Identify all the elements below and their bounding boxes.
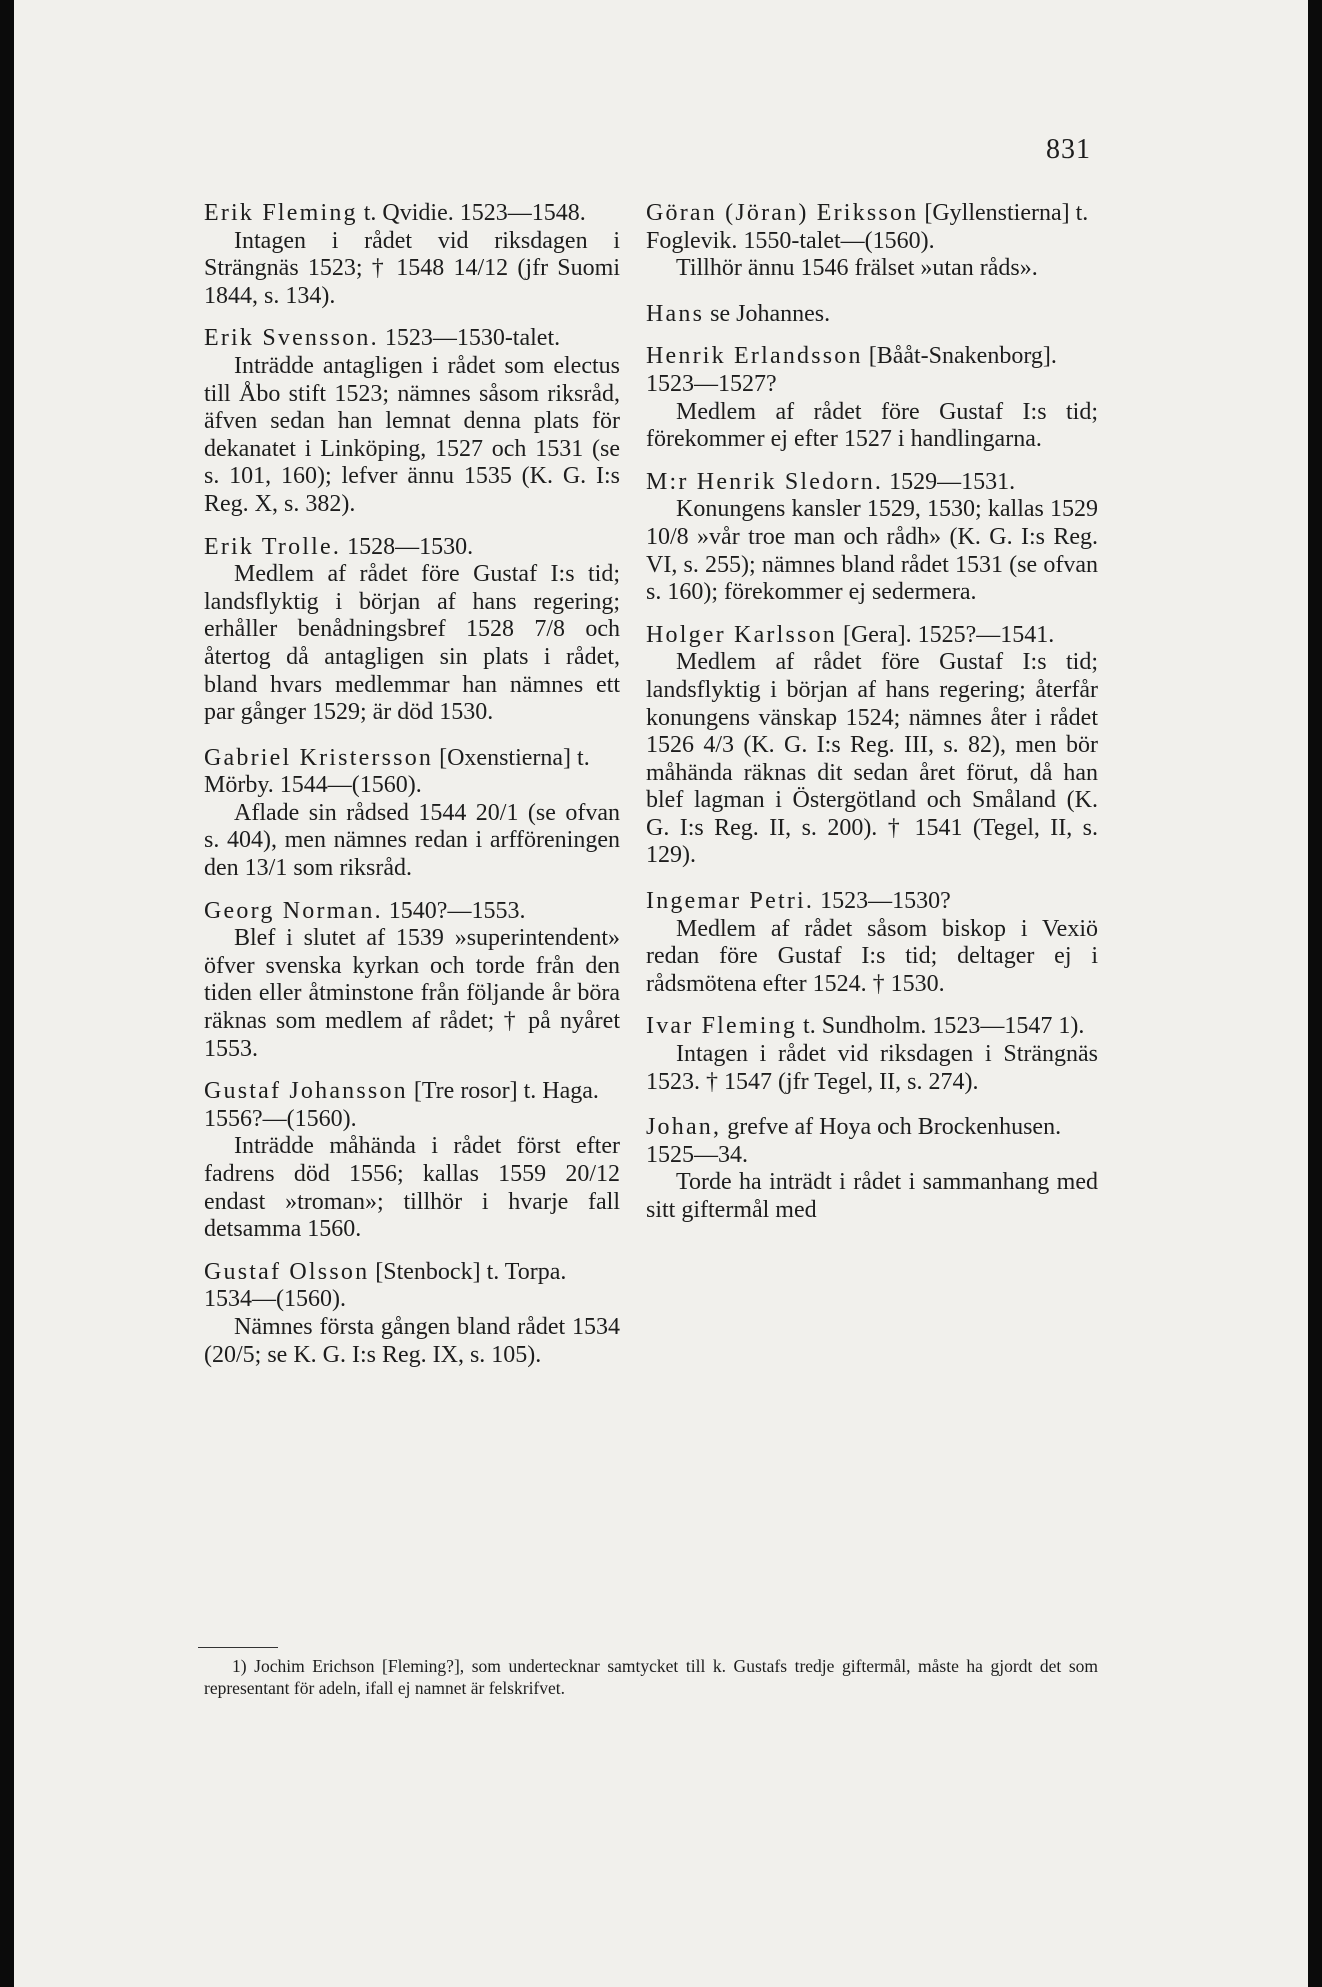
- entry-body: Tillhör ännu 1546 frälset »utan råds».: [676, 255, 1038, 282]
- entry: [646, 1013, 1098, 1096]
- entry-heading-rest: t. Sundholm. 1523—1547 1).: [797, 1013, 1085, 1040]
- right-column: [646, 200, 1098, 1240]
- entry-name: Ivar Fleming: [646, 1013, 798, 1040]
- entry-body: Aflade sin rådsed 1544 20/1 (se ofvan s. 404), men nämnes redan i arfföreningen den 13/1 som riksråd.: [204, 799, 620, 882]
- entry-body: Konungens kansler 1529, 1530; kallas 1529 10/8 »vår troe man och rådh» (K. G. I:s Reg. VI, s. 255); nämnes bland rådet 1531 (se ofvan s. 160); förekommer ej sedermera.: [646, 496, 1098, 606]
- entry-body: Medlem af rådet före Gustaf I:s tid; landsflyktig i början af hans regering; erhåller benådningsbref 1528 7/8 och återtog då antagligen sin plats i rådet, bland hvars medlemmar han nämnes ett par gånger 1529; är död 1530.: [204, 561, 620, 726]
- entry-body: Blef i slutet af 1539 »superintendent» öfver svenska kyrkan och torde från den tiden eller åtminstone från följande år böra räknas som medlem af rådet; † på nyåret 1553.: [204, 925, 620, 1062]
- entry: [204, 200, 620, 310]
- entry-name: Erik Fleming: [204, 200, 358, 226]
- entry-heading-rest: [Tre rosor] t. Haga. 1556?—(1560).: [204, 1078, 599, 1132]
- entry-heading-rest: [Gyllenstierna] t. Foglevik. 1550-talet—(1560).: [646, 200, 1089, 254]
- entry-name: Göran (Jöran) Eriksson: [646, 200, 919, 226]
- entry-heading-rest: [Gera]. 1525?—1541.: [836, 621, 1055, 648]
- entry-name: Erik Svensson.: [204, 325, 379, 352]
- entry-body: Torde ha inträdt i rådet i sammanhang med sitt giftermål med: [646, 1169, 1098, 1223]
- entry-body: Inträdde måhända i rådet först efter fadrens död 1556; kallas 1559 20/12 endast »troman»; tillhör i hvarje fall detsamma 1560.: [204, 1133, 620, 1243]
- entry-name: Erik Trolle.: [204, 533, 342, 560]
- entry: [204, 745, 620, 883]
- entry: [646, 622, 1098, 870]
- entry-name: Georg Norman.: [204, 897, 383, 924]
- book-page: [14, 0, 1308, 1987]
- entry: [204, 1078, 620, 1244]
- entry-name: Gustaf Johansson: [204, 1078, 408, 1105]
- entry: [204, 1259, 620, 1369]
- entry-heading-rest: 1529—1531.: [883, 468, 1016, 495]
- entry: [646, 469, 1098, 607]
- entry-body: Inträdde antagligen i rådet som electus till Åbo stift 1523; nämnes såsom riksråd, äfven sedan han lemnat denna plats för dekanatet i Linköping, 1527 och 1531 (se s. 101, 160); lefver ännu 1535 (K. G. I:s Reg. X, s. 382).: [204, 352, 620, 517]
- entry: [646, 1114, 1098, 1224]
- entry-name: Johan,: [646, 1114, 722, 1141]
- entry-name: M:r Henrik Sledorn.: [646, 468, 884, 495]
- page-number: 831: [1046, 134, 1091, 165]
- entry-name: Gustaf Olsson: [204, 1258, 370, 1285]
- entry-body: Medlem af rådet såsom biskop i Vexiö redan före Gustaf I:s tid; deltager ej i rådsmötena efter 1524. † 1530.: [646, 915, 1098, 997]
- entry-heading-rest: t. Qvidie. 1523—1548.: [357, 200, 586, 226]
- entry-body: Medlem af rådet före Gustaf I:s tid; landsflyktig i början af hans regering; återfår konungens vänskap 1524; nämnes åter i rådet 1526 4/3 (K. G. I:s Reg. III, s. 82), men bör måhända räknas dit sedan året förut, då han blef lagman i Östergötland och Småland (K. G. I:s Reg. II, s. 200). † 1541 (Tegel, II, s. 129).: [646, 649, 1098, 869]
- entry-name: Gabriel Kristersson: [204, 744, 434, 771]
- footnote: 1) Jochim Erichson [Fleming?], som undertecknar samtycket till k. Gustafs tredje giftermål, måste ha gjordt det som representant för adeln, ifall ej namnet är felskrifvet.: [204, 1656, 1098, 1698]
- entry-heading-rest: [Oxenstierna] t. Mörby. 1544—(1560).: [204, 744, 590, 799]
- entry: [646, 343, 1098, 453]
- entry-heading-rest: grefve af Hoya och Brockenhusen. 1525—34.: [646, 1114, 1062, 1168]
- entry-heading-rest: 1523—1530?: [814, 888, 951, 915]
- entry-body: Nämnes första gången bland rådet 1534 (20/5; se K. G. I:s Reg. IX, s. 105).: [204, 1313, 620, 1368]
- entry-heading-rest: 1540?—1553.: [382, 897, 526, 924]
- entry-heading-rest: 1528—1530.: [341, 533, 474, 560]
- entry-heading-rest: 1523—1530-talet.: [378, 325, 561, 352]
- entry-body: Intagen i rådet vid riksdagen i Strängnäs 1523; † 1548 14/12 (jfr Suomi 1844, s. 134).: [204, 227, 620, 309]
- entry: [204, 534, 620, 727]
- footnote-rule: [198, 1647, 278, 1648]
- entry: [646, 888, 1098, 998]
- entry-heading-rest: [Bååt-Snakenborg]. 1523—1527?: [646, 343, 1057, 397]
- entry-name: Hans: [646, 300, 705, 327]
- entry-heading-rest: [Stenbock] t. Torpa. 1534—(1560).: [204, 1258, 567, 1313]
- entry: [204, 898, 620, 1064]
- left-column: [204, 200, 620, 1384]
- entry: [646, 200, 1098, 283]
- entry-name: Ingemar Petri.: [646, 888, 815, 915]
- entry-name: Henrik Erlandsson: [646, 343, 863, 370]
- entry-name: Holger Karlsson: [646, 621, 837, 648]
- entry-body: Medlem af rådet före Gustaf I:s tid; förekommer ej efter 1527 i handlingarna.: [646, 398, 1098, 453]
- entry: [646, 301, 1098, 329]
- entry-body: Intagen i rådet vid riksdagen i Strängnäs 1523. † 1547 (jfr Tegel, II, s. 274).: [646, 1041, 1098, 1095]
- entry-heading-rest: se Johannes.: [704, 300, 831, 327]
- entry: [204, 325, 620, 518]
